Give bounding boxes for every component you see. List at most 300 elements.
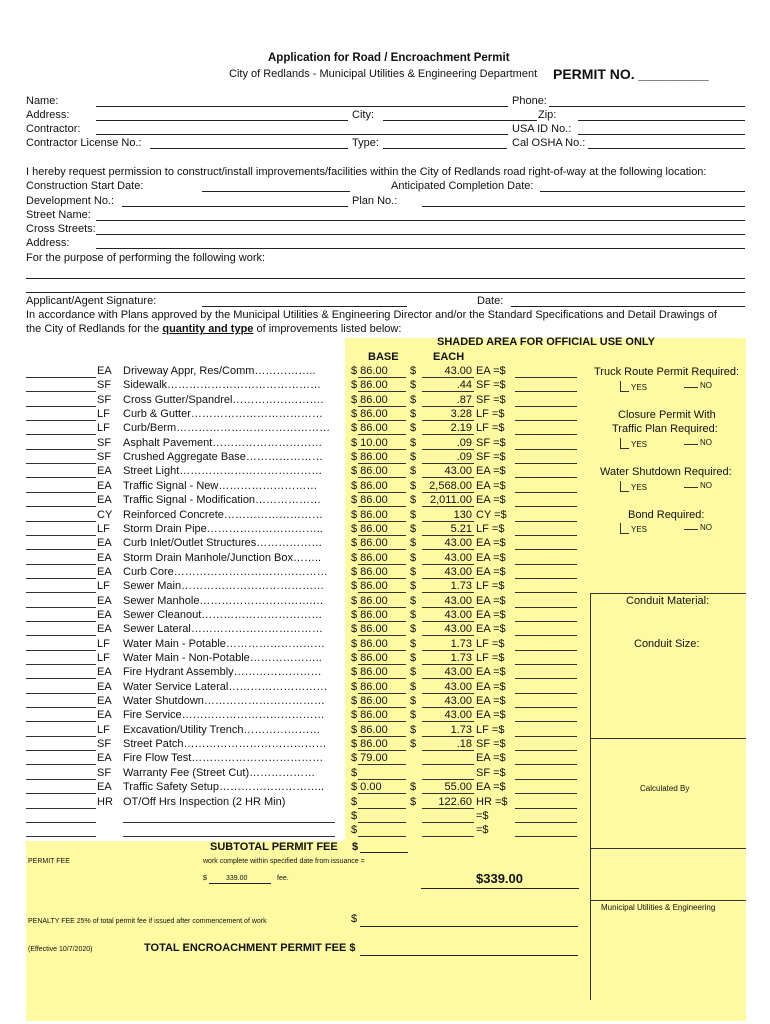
unit: EA <box>97 565 112 578</box>
item-description: Asphalt Pavement………………………… <box>123 436 323 449</box>
unit: LF <box>97 422 110 435</box>
base-fee: $ <box>351 795 358 808</box>
amount-field[interactable] <box>515 707 577 708</box>
amount-field[interactable] <box>515 779 577 780</box>
mue-label: Municipal Utilities & Engineering <box>601 903 716 912</box>
each-unit: EA =$ <box>476 709 506 722</box>
each-unit: SF =$ <box>476 738 506 751</box>
start-date-field[interactable] <box>202 191 350 192</box>
development-field[interactable] <box>122 206 348 207</box>
closure-no[interactable] <box>684 438 712 447</box>
each-fee: 2,568.00 <box>429 479 472 492</box>
each-fee-underline <box>422 750 474 751</box>
cal-osha-label: Cal OSHA No.: <box>512 137 586 149</box>
amount-field[interactable] <box>515 477 577 478</box>
quantity-field[interactable] <box>26 779 96 780</box>
amount-field[interactable] <box>515 836 577 837</box>
quantity-field[interactable] <box>26 549 96 550</box>
each-fee: 5.21 <box>450 522 472 535</box>
each-dollar: $ <box>410 365 417 377</box>
amount-field[interactable] <box>515 564 577 565</box>
each-fee-underline <box>422 592 474 593</box>
each-dollar: $ <box>410 479 417 492</box>
amount-field[interactable] <box>515 808 577 809</box>
street-name-field[interactable] <box>96 220 745 221</box>
each-unit: EA =$ <box>476 594 506 607</box>
unit: EA <box>97 537 112 550</box>
accordance-text-1: In accordance with Plans approved by the Municipal Utilities & Engineering Director and/or the Standard Specifications and Detail Drawings of <box>26 309 717 321</box>
subtotal-field[interactable] <box>360 852 408 853</box>
amount-field[interactable] <box>515 391 577 392</box>
water-yes[interactable] <box>620 481 647 492</box>
amount-field[interactable] <box>515 678 577 679</box>
base-fee: $ 86.00 <box>351 680 388 693</box>
amount-field[interactable] <box>515 463 577 464</box>
each-fee-underline <box>422 650 474 651</box>
each-unit: EA =$ <box>476 680 506 693</box>
item-description: Fire Service………………………………… <box>123 709 325 722</box>
item-description: Storm Drain Pipe………………………….. <box>123 522 323 535</box>
purpose-field-1[interactable] <box>26 278 745 279</box>
phone-field[interactable] <box>549 106 745 107</box>
quantity-field[interactable] <box>26 377 96 378</box>
base-fee-underline <box>358 449 406 450</box>
city-field[interactable] <box>383 120 537 121</box>
unit: EA <box>97 709 112 722</box>
base-fee: $ 86.00 <box>351 723 388 736</box>
closure-label-1: Closure Permit With <box>618 409 716 421</box>
each-fee-underline <box>422 736 474 737</box>
base-fee-underline <box>358 664 406 665</box>
amount-field[interactable] <box>515 822 577 823</box>
zip-field[interactable] <box>578 120 745 121</box>
purpose-field-2[interactable] <box>26 292 745 293</box>
conduit-material-label: Conduit Material: <box>626 595 710 607</box>
closure-yes-checkbox[interactable] <box>620 438 629 449</box>
quantity-field[interactable] <box>26 808 96 809</box>
unit: SF <box>97 738 112 751</box>
amount-field[interactable] <box>515 793 577 794</box>
each-dollar: $ <box>410 608 417 621</box>
fee-dollar: $ <box>203 875 207 882</box>
quantity-field[interactable] <box>26 793 96 794</box>
accordance-quantity-type: quantity and type <box>162 323 254 335</box>
completion-date-field[interactable] <box>540 191 745 192</box>
each-unit: EA =$ <box>476 781 506 794</box>
quantity-field[interactable] <box>26 434 96 435</box>
base-fee: $ 10.00 <box>351 436 388 449</box>
unit: EA <box>97 666 112 679</box>
closure-yes[interactable] <box>620 438 647 449</box>
each-heading: EACH <box>433 351 465 363</box>
quantity-field[interactable] <box>26 477 96 478</box>
amount-field[interactable] <box>515 406 577 407</box>
base-fee-underline <box>358 506 406 507</box>
quantity-field[interactable] <box>26 391 96 392</box>
truck-route-no-checkbox[interactable] <box>684 387 698 388</box>
each-fee: 43.00 <box>444 623 472 636</box>
usa-id-field[interactable] <box>578 134 745 135</box>
amount-field[interactable] <box>515 650 577 651</box>
contractor-label: Contractor: <box>26 123 81 135</box>
each-fee-underline <box>422 635 474 636</box>
cal-osha-field[interactable] <box>588 148 745 149</box>
effective-date: (Effective 10/7/2020) <box>28 946 93 953</box>
base-fee: $ 0.00 <box>351 781 382 794</box>
base-fee-underline <box>358 707 406 708</box>
base-fee-underline <box>358 621 406 622</box>
each-fee-underline <box>422 678 474 679</box>
shaded-heading: SHADED AREA FOR OFFICIAL USE ONLY <box>437 336 655 348</box>
bond-no-label: NO <box>700 523 712 532</box>
each-fee-underline <box>422 434 474 435</box>
each-dollar: $ <box>410 680 417 693</box>
unit: EA <box>97 623 112 636</box>
base-fee: $ 86.00 <box>351 465 388 478</box>
each-dollar: $ <box>410 393 417 406</box>
contractor-license-field[interactable] <box>150 148 348 149</box>
fee-word: fee. <box>277 875 289 882</box>
base-fee-underline <box>358 793 406 794</box>
each-fee-underline <box>422 664 474 665</box>
base-fee-underline <box>358 592 406 593</box>
each-fee-underline <box>422 578 474 579</box>
truck-route-label: Truck Route Permit Required: <box>594 366 740 378</box>
total-fee-field[interactable] <box>360 955 578 956</box>
quantity-field[interactable] <box>26 650 96 651</box>
each-fee-underline <box>422 721 474 722</box>
quantity-field[interactable] <box>26 678 96 679</box>
bond-yes-checkbox[interactable] <box>620 523 629 534</box>
request-text: I hereby request permission to construct/install improvements/facilities within the City of Redlands road right-of-way at the following location: <box>26 166 707 178</box>
quantity-field[interactable] <box>26 721 96 722</box>
signature-label: Applicant/Agent Signature: <box>26 295 157 307</box>
item-description: Fire Flow Test……………………………… <box>123 752 324 765</box>
fee-value-underline <box>209 883 271 884</box>
bond-no-checkbox[interactable] <box>684 529 698 530</box>
subtotal-dollar: $ <box>352 841 359 853</box>
item-description: Street Patch………………………………… <box>123 738 327 751</box>
location-address-field[interactable] <box>96 248 745 249</box>
base-fee-underline <box>358 549 406 550</box>
quantity-field[interactable] <box>26 635 96 636</box>
amount-field[interactable] <box>515 434 577 435</box>
item-description: Storm Drain Manhole/Junction Box…….. <box>123 551 322 564</box>
each-unit: =$ <box>476 809 489 822</box>
each-dollar: $ <box>410 738 417 751</box>
item-description: Crushed Aggregate Base………………… <box>123 451 323 464</box>
signature-date-label: Date: <box>477 295 504 307</box>
amount-field[interactable] <box>515 635 577 636</box>
each-fee-underline <box>422 521 474 522</box>
quantity-field[interactable] <box>26 822 96 823</box>
subtotal-label: SUBTOTAL PERMIT FEE <box>210 841 338 853</box>
each-dollar: $ <box>410 551 417 564</box>
unit: EA <box>97 608 112 621</box>
each-fee: 122.60 <box>438 795 472 808</box>
water-yes-checkbox[interactable] <box>620 481 629 492</box>
unit: EA <box>97 551 112 564</box>
quantity-field[interactable] <box>26 521 96 522</box>
amount-field[interactable] <box>515 377 577 378</box>
each-unit: CY =$ <box>476 508 507 521</box>
item-description: Water Shutdown…………………………… <box>123 695 325 708</box>
item-description: Curb Inlet/Outlet Structures……………… <box>123 537 323 550</box>
unit: SF <box>97 766 112 779</box>
each-fee: 43.00 <box>444 709 472 722</box>
base-fee-underline <box>358 721 406 722</box>
each-dollar: $ <box>410 781 417 794</box>
each-dollar: $ <box>410 709 417 722</box>
each-fee-underline <box>422 535 474 536</box>
each-fee: 1.73 <box>450 637 472 650</box>
base-fee: $ 86.00 <box>351 379 388 392</box>
base-fee: $ <box>351 824 358 837</box>
quantity-field[interactable] <box>26 420 96 421</box>
signature-date-field[interactable] <box>511 306 745 307</box>
base-fee-underline <box>358 477 406 478</box>
quantity-field[interactable] <box>26 607 96 608</box>
base-fee: $ 86.00 <box>351 580 388 593</box>
each-dollar: $ <box>410 436 417 449</box>
quantity-field[interactable] <box>26 506 96 507</box>
city-label: City: <box>352 109 374 121</box>
each-fee: 43.00 <box>444 465 472 478</box>
item-description: Reinforced Concrete……………………… <box>123 508 323 521</box>
amount-field[interactable] <box>515 607 577 608</box>
amount-field[interactable] <box>515 449 577 450</box>
each-unit: SF =$ <box>476 451 506 464</box>
total-fee-label: TOTAL ENCROACHMENT PERMIT FEE $ <box>144 942 356 954</box>
unit: EA <box>97 494 112 507</box>
each-unit: LF =$ <box>476 522 505 535</box>
base-heading: BASE <box>368 351 399 363</box>
accordance-text-2c: of improvements listed below: <box>253 323 402 335</box>
each-fee-underline <box>422 377 474 378</box>
each-fee-underline <box>422 836 474 837</box>
base-fee-underline <box>358 578 406 579</box>
each-dollar: $ <box>410 652 417 664</box>
amount-field[interactable] <box>515 621 577 622</box>
address-field[interactable] <box>96 120 348 121</box>
quantity-field[interactable] <box>26 592 96 593</box>
water-no[interactable] <box>684 481 712 490</box>
cross-streets-label: Cross Streets: <box>26 223 96 235</box>
truck-route-yes[interactable] <box>620 381 647 392</box>
amount-field[interactable] <box>515 521 577 522</box>
base-fee: $ 86.00 <box>351 522 388 535</box>
quantity-field[interactable] <box>26 578 96 579</box>
bond-yes[interactable] <box>620 523 647 534</box>
quantity-field[interactable] <box>26 449 96 450</box>
truck-route-no-label: NO <box>700 381 712 390</box>
unit: LF <box>97 580 110 593</box>
amount-field[interactable] <box>515 592 577 593</box>
base-fee: $ 86.00 <box>351 594 388 607</box>
amount-field[interactable] <box>515 492 577 493</box>
quantity-field[interactable] <box>26 406 96 407</box>
unit: EA <box>97 465 112 478</box>
quantity-field[interactable] <box>26 693 96 694</box>
item-description: Curb & Gutter……………………………… <box>123 408 323 421</box>
item-description: Curb Core…………………………………… <box>123 565 328 578</box>
each-unit: LF =$ <box>476 637 505 650</box>
each-fee: 43.00 <box>444 551 472 564</box>
item-description: Water Main - Potable……………………… <box>123 637 325 650</box>
closure-no-checkbox[interactable] <box>684 444 698 445</box>
base-fee: $ 86.00 <box>351 637 388 650</box>
base-fee: $ 86.00 <box>351 551 388 564</box>
closure-no-label: NO <box>700 438 712 447</box>
each-fee: 55.00 <box>444 781 472 794</box>
each-unit: EA =$ <box>476 608 506 621</box>
work-complete-text: work complete within specified date from issuance = <box>203 858 365 865</box>
each-fee-underline <box>422 506 474 507</box>
amount-field[interactable] <box>515 693 577 694</box>
penalty-field[interactable] <box>360 926 578 927</box>
plan-field[interactable] <box>422 206 745 207</box>
quantity-field[interactable] <box>26 750 96 751</box>
item-description: Curb/Berm…………………………………… <box>123 422 331 435</box>
closure-yes-label: YES <box>631 440 648 449</box>
each-fee-underline <box>422 564 474 565</box>
each-dollar: $ <box>410 594 417 607</box>
amount-field[interactable] <box>515 506 577 507</box>
name-field[interactable] <box>96 106 508 107</box>
big-total-underline <box>421 888 579 889</box>
bond-no[interactable] <box>684 523 712 532</box>
each-fee: 130 <box>453 508 472 521</box>
blank-box <box>590 848 746 900</box>
amount-field[interactable] <box>515 664 577 665</box>
each-fee: 1.73 <box>450 723 472 736</box>
unit: EA <box>97 479 112 492</box>
base-fee-underline <box>358 808 406 809</box>
item-description: Excavation/Utility Trench………………… <box>123 723 321 736</box>
each-unit: LF =$ <box>476 652 505 664</box>
quantity-field[interactable] <box>26 736 96 737</box>
water-no-checkbox[interactable] <box>684 487 698 488</box>
each-unit: =$ <box>476 824 489 837</box>
each-fee: .87 <box>456 393 472 406</box>
amount-field[interactable] <box>515 420 577 421</box>
calculated-by-label: Calculated By <box>640 784 690 793</box>
quantity-field[interactable] <box>26 492 96 493</box>
description-field[interactable] <box>123 822 335 823</box>
quantity-field[interactable] <box>26 664 96 665</box>
usa-id-label: USA ID No.: <box>512 123 572 135</box>
item-description: Sewer Manhole………………………….… <box>123 594 324 607</box>
water-shutdown-label: Water Shutdown Required: <box>600 466 732 478</box>
amount-field[interactable] <box>515 750 577 751</box>
description-field[interactable] <box>123 836 335 837</box>
base-fee: $ 86.00 <box>351 623 388 636</box>
base-fee: $ <box>351 809 358 822</box>
quantity-field[interactable] <box>26 463 96 464</box>
base-fee: $ 86.00 <box>351 666 388 679</box>
each-fee: 43.00 <box>444 365 472 377</box>
each-fee: .09 <box>456 451 472 464</box>
quantity-field[interactable] <box>26 764 96 765</box>
unit: EA <box>97 594 112 607</box>
amount-field[interactable] <box>515 535 577 536</box>
department-name: City of Redlands - Municipal Utilities & Engineering Department <box>229 68 538 80</box>
base-fee: $ <box>351 766 358 779</box>
quantity-field[interactable] <box>26 836 96 837</box>
item-description: Sewer Main………………………………… <box>123 580 325 593</box>
purpose-label: For the purpose of performing the following work: <box>26 252 266 264</box>
each-dollar: $ <box>410 580 417 593</box>
unit: LF <box>97 723 110 736</box>
cross-streets-field[interactable] <box>96 234 745 235</box>
signature-field[interactable] <box>202 306 407 307</box>
each-fee: 43.00 <box>444 608 472 621</box>
type-field[interactable] <box>383 148 507 149</box>
quantity-field[interactable] <box>26 564 96 565</box>
conduit-box <box>590 593 746 738</box>
item-description: Cross Gutter/Spandrel……………………. <box>123 393 324 406</box>
base-fee-underline <box>358 822 406 823</box>
item-description: Driveway Appr, Res/Comm…………….. <box>123 365 316 377</box>
truck-route-yes-checkbox[interactable] <box>620 381 629 392</box>
each-dollar: $ <box>410 508 417 521</box>
item-description: OT/Off Hrs Inspection (2 HR Min) <box>123 795 286 808</box>
each-fee: .18 <box>456 738 472 751</box>
base-fee: $ 86.00 <box>351 451 388 464</box>
closure-label-2: Traffic Plan Required: <box>612 423 718 435</box>
contractor-field[interactable] <box>96 134 508 135</box>
base-fee: $ 86.00 <box>351 709 388 722</box>
each-fee: 43.00 <box>444 565 472 578</box>
each-fee-underline <box>422 808 474 809</box>
each-unit: LF =$ <box>476 723 505 736</box>
unit: SF <box>97 393 112 406</box>
unit: EA <box>97 781 112 794</box>
contractor-license-label: Contractor License No.: <box>26 137 142 149</box>
each-dollar: $ <box>410 695 417 708</box>
unit: LF <box>97 637 110 650</box>
unit: LF <box>97 652 110 664</box>
quantity-field[interactable] <box>26 535 96 536</box>
amount-field[interactable] <box>515 578 577 579</box>
each-fee-underline <box>422 707 474 708</box>
water-no-label: NO <box>700 481 712 490</box>
each-unit: EA =$ <box>476 666 506 679</box>
base-fee-underline <box>358 420 406 421</box>
amount-field[interactable] <box>515 736 577 737</box>
base-fee-underline <box>358 463 406 464</box>
each-fee: 43.00 <box>444 666 472 679</box>
street-name-label: Street Name: <box>26 209 91 221</box>
each-fee: 43.00 <box>444 695 472 708</box>
truck-route-no[interactable] <box>684 381 712 390</box>
phone-label: Phone: <box>512 95 547 107</box>
penalty-dollar: $ <box>351 913 358 925</box>
amount-field[interactable] <box>515 549 577 550</box>
quantity-field[interactable] <box>26 707 96 708</box>
item-description: Traffic Safety Setup……………………….. <box>123 781 325 794</box>
base-fee-underline <box>358 521 406 522</box>
quantity-field[interactable] <box>26 621 96 622</box>
each-fee-underline <box>422 607 474 608</box>
unit: SF <box>97 436 112 449</box>
item-description: Warranty Fee (Street Cut)……………… <box>123 766 316 779</box>
each-fee: 43.00 <box>444 680 472 693</box>
amount-field[interactable] <box>515 764 577 765</box>
base-fee-underline <box>358 492 406 493</box>
amount-field[interactable] <box>515 721 577 722</box>
each-fee: 1.73 <box>450 580 472 593</box>
